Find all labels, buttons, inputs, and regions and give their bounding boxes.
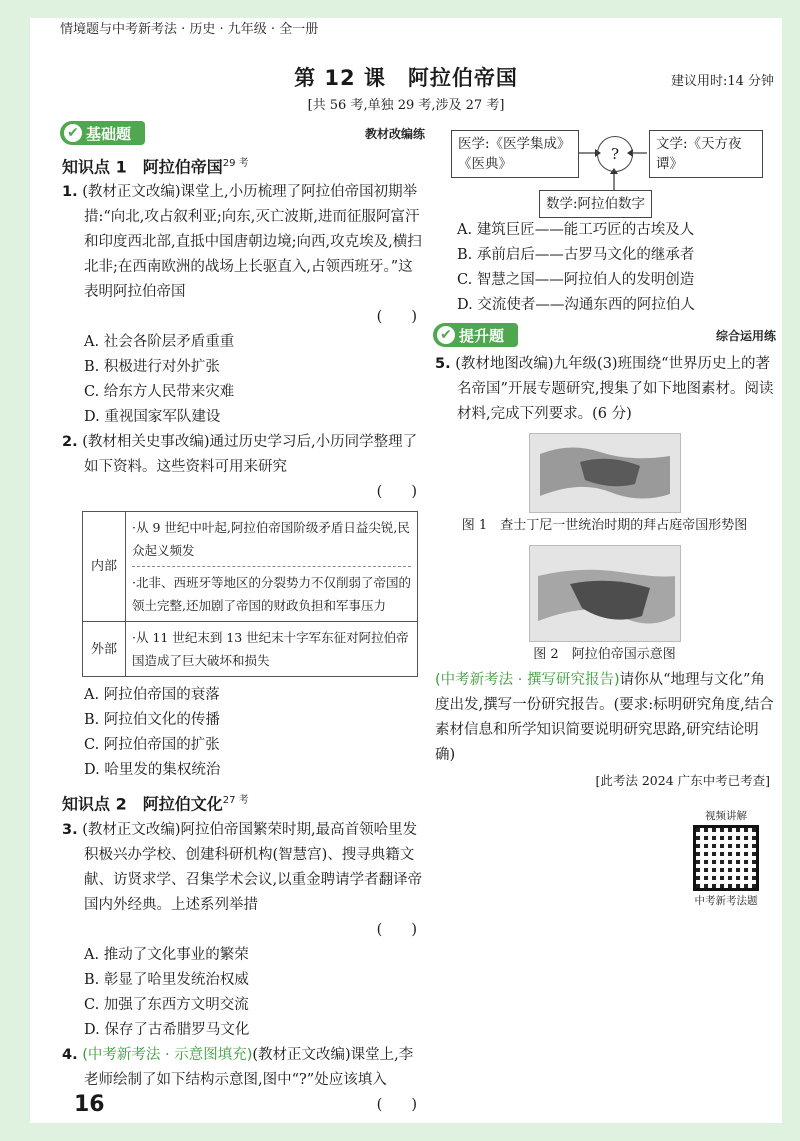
section-sub-advanced: 综合运用练 xyxy=(715,328,776,343)
source-table xyxy=(82,511,418,677)
q3-option-d[interactable]: D. 保存了古希腊罗马文化 xyxy=(84,1021,250,1038)
question-4: 4. (中考新考法 · 示意图填充)(教材正文改编)课堂上,李老师绘制了如下结构示意图,图中“?”处应该填入 xyxy=(62,1046,414,1088)
q3-option-a[interactable]: A. 推动了文化事业的繁荣 xyxy=(84,946,249,963)
right-column xyxy=(433,118,776,907)
q1-option-c[interactable]: C. 给东方人民带来灾难 xyxy=(84,384,235,401)
section-band-advanced xyxy=(433,322,776,348)
running-header: 情境题与中考新考法 · 历史 · 九年级 · 全一册 xyxy=(60,22,319,37)
section-tag-advanced: ✔ 提升题 xyxy=(433,323,518,347)
question-2: 2. (教材相关史事改编)通过历史学习后,小历同学整理了如下资料。这些资料可用来研究 xyxy=(62,434,418,476)
qr-code-icon[interactable] xyxy=(693,825,759,891)
lesson-title: 第 12 课 阿拉伯帝国 xyxy=(294,66,518,90)
qr-block[interactable] xyxy=(686,808,766,908)
figure-2-caption: 图 2 阿拉伯帝国示意图 xyxy=(533,647,676,662)
table-label-internal: 内部 xyxy=(83,512,126,622)
q2-option-b[interactable]: B. 阿拉伯文化的传播 xyxy=(84,712,220,729)
diagram-box-medicine: 医学:《医学集成》《医典》 xyxy=(451,130,579,178)
answer-blank-4[interactable]: ( ) xyxy=(376,1096,417,1113)
question-3: 3. (教材正文改编)阿拉伯帝国繁荣时期,最高首领哈里发积极兴办学校、创建科研机构(智慧宫)、搜寻典籍文献、访贤求学、召集学术会议,以重金聘请学者翻译帝国内外经典。上述系列举措 xyxy=(62,821,423,913)
q3-option-c[interactable]: C. 加强了东西方文明交流 xyxy=(84,996,249,1013)
page-number: 16 xyxy=(74,1092,105,1117)
diagram-center: ? xyxy=(597,136,633,172)
question-5: 5. (教材地图改编)九年级(3)班围绕“世界历史上的著名帝国”开展专题研究,搜集了如下地图素材。阅读材料,完成下列要求。(6 分) xyxy=(435,356,774,422)
diagram-box-literature: 文学:《天方夜谭》 xyxy=(649,130,763,178)
table-cell-external: ·从 11 世纪末到 13 世纪末十字军东征对阿拉伯帝国造成了巨大破坏和损失 xyxy=(126,622,418,677)
question-1: 1. (教材正文改编)课堂上,小历梳理了阿拉伯帝国初期举措:“向北,攻占叙利亚;向东,灭亡波斯,进而征服阿富汗和印度西北部,直抵中国唐朝边境;向西,攻克埃及,横扫北非;在西南欧洲的战场上长驱直入,占领西班牙。”这表明阿拉伯帝国 xyxy=(62,184,422,301)
section-tag-basic: ✔ 基础题 xyxy=(60,121,145,145)
qr-label-bottom: 中考新考法题 xyxy=(694,895,758,907)
q4-option-d[interactable]: D. 交流使者——沟通东西的阿拉伯人 xyxy=(457,297,695,313)
answer-blank-1[interactable]: ( ) xyxy=(376,309,417,326)
table-cell-internal: ·从 9 世纪中叶起,阿拉伯帝国阶级矛盾日益尖锐,民众起义频发 ·北非、西班牙等地区的分裂势力不仅削弱了帝国的领土完整,还加剧了帝国的财政负担和军事压力 xyxy=(126,512,418,622)
q4-option-b[interactable]: B. 承前启后——古罗马文化的继承者 xyxy=(457,247,695,263)
q2-option-c[interactable]: C. 阿拉伯帝国的扩张 xyxy=(84,737,220,754)
q4-option-c[interactable]: C. 智慧之国——阿拉伯人的发明创造 xyxy=(457,272,695,288)
exam-stats: [共 56 考,单独 29 考,涉及 27 考] xyxy=(307,98,505,113)
map-figure-1 xyxy=(529,433,681,513)
q1-option-a[interactable]: A. 社会各阶层矛盾重重 xyxy=(84,334,235,351)
answer-blank-3[interactable]: ( ) xyxy=(376,921,417,938)
knowledge-point-2: 知识点 2 阿拉伯文化$^{27 考}$ xyxy=(62,794,249,814)
map-figure-2 xyxy=(529,545,681,642)
page xyxy=(30,18,782,1123)
qr-label-top: 视频讲解 xyxy=(705,810,747,822)
table-label-external: 外部 xyxy=(83,622,126,677)
check-icon: ✔ xyxy=(437,326,455,344)
knowledge-point-1: 知识点 1 阿拉伯帝国$^{29 考}$ xyxy=(62,157,249,177)
q2-option-d[interactable]: D. 哈里发的集权统治 xyxy=(84,762,221,779)
q3-option-b[interactable]: B. 彰显了哈里发统治权威 xyxy=(84,971,249,988)
section-sub-basic: 教材改编练 xyxy=(364,126,425,141)
exam-note: [此考法 2024 广东中考已考查] xyxy=(595,773,770,788)
q2-option-a[interactable]: A. 阿拉伯帝国的衰落 xyxy=(84,687,220,704)
suggested-time: 建议用时:14 分钟 xyxy=(670,74,774,89)
section-band-basic xyxy=(60,120,425,146)
q5-task: (中考新考法 · 撰写研究报告)请你从“地理与文化”角度出发,撰写一份研究报告。(要求:标明研究角度,结合素材信息和所学知识简要说明研究思路,研究结论明确) xyxy=(435,672,774,763)
diagram-box-math: 数学:阿拉伯数字 xyxy=(539,190,652,218)
figure-1-caption: 图 1 查士丁尼一世统治时期的拜占庭帝国形势图 xyxy=(461,518,748,533)
q1-option-b[interactable]: B. 积极进行对外扩张 xyxy=(84,359,220,376)
answer-blank-2[interactable]: ( ) xyxy=(376,484,417,501)
check-icon: ✔ xyxy=(64,124,82,142)
structure-diagram xyxy=(451,118,776,218)
q4-option-a[interactable]: A. 建筑巨匠——能工巧匠的古埃及人 xyxy=(457,222,695,238)
q1-option-d[interactable]: D. 重视国家军队建设 xyxy=(84,409,221,426)
left-column xyxy=(60,120,425,1118)
